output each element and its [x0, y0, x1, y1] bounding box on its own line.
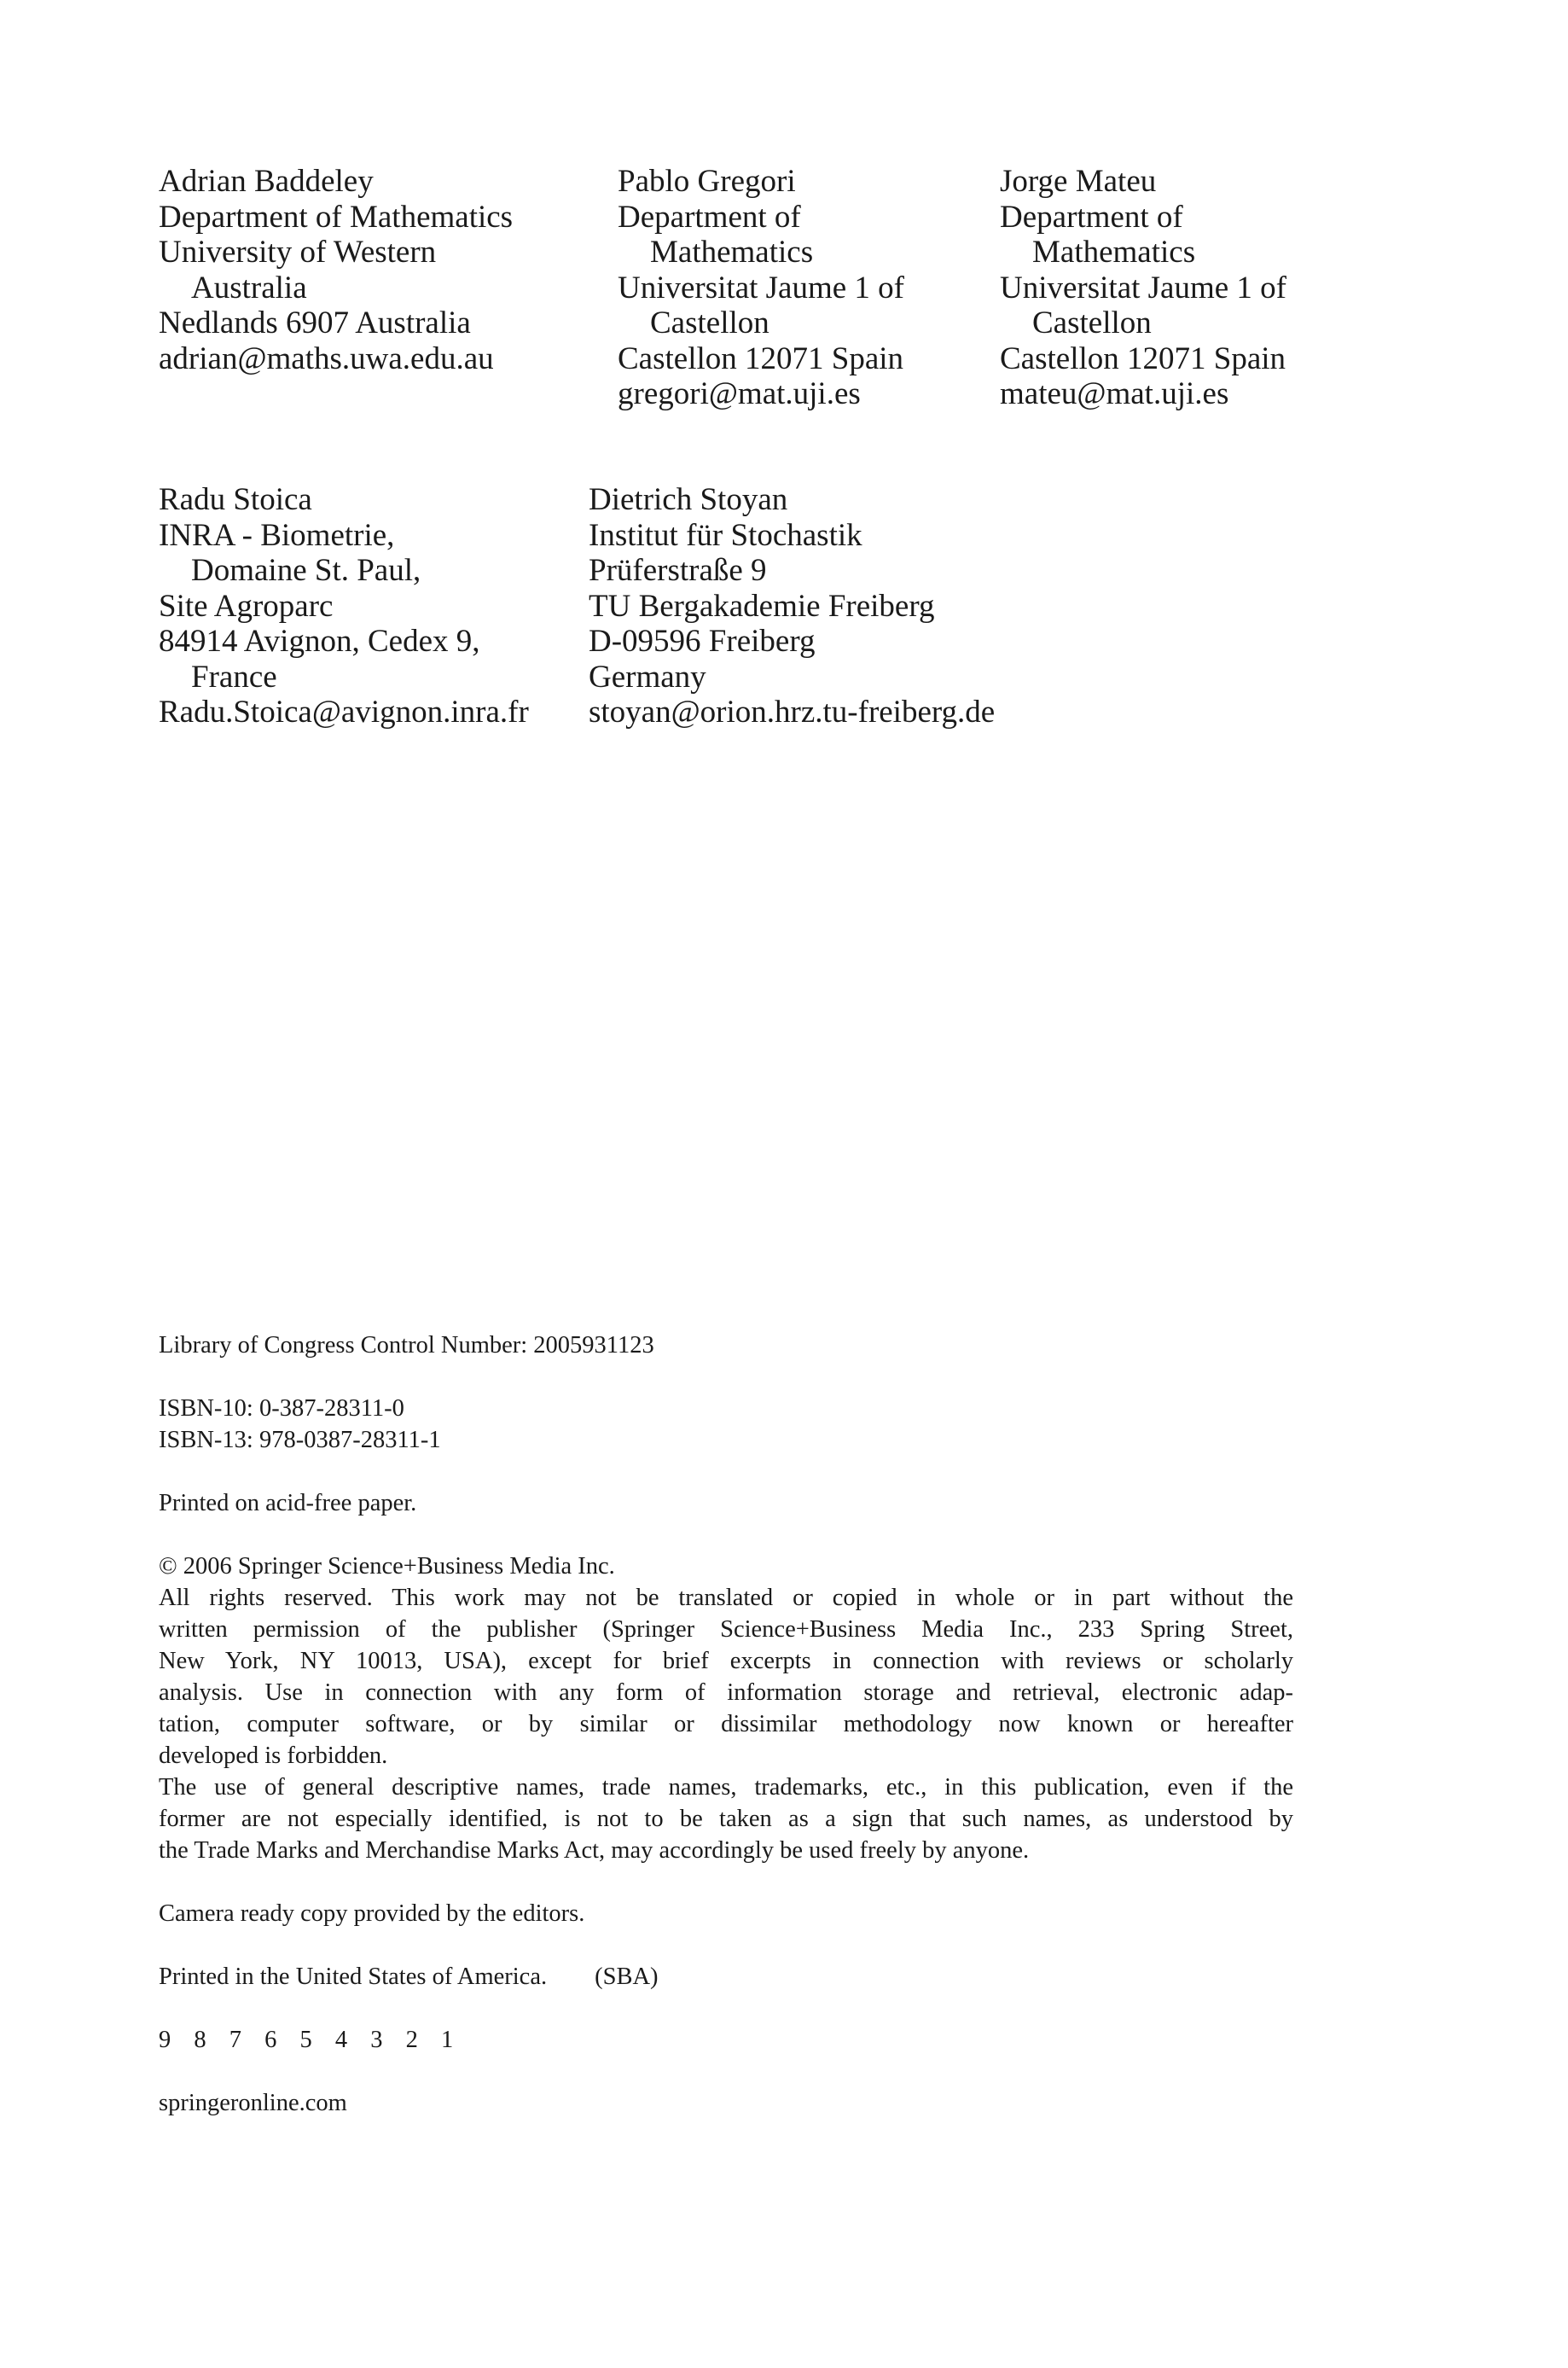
lccn-text: Library of Congress Control Number: 2005931123 — [159, 1332, 654, 1359]
author-institution-cont: Castellon — [1032, 305, 1152, 340]
rights-line: written permission of the publisher (Springer Science+Business Media Inc., 233 Spring Street, — [159, 1616, 1293, 1643]
author-institution-cont: Domaine St. Paul, — [191, 553, 421, 588]
camera-ready-text: Camera ready copy provided by the editors. — [159, 1900, 585, 1927]
author-email: adrian@maths.uwa.edu.au — [159, 340, 494, 376]
author-department: Department of — [1000, 199, 1183, 235]
author-institution: INRA - Biometrie, — [159, 517, 395, 553]
author-address: Castellon 12071 Spain — [1000, 340, 1286, 376]
author-street: Prüferstraße 9 — [589, 553, 767, 588]
author-email: mateu@mat.uji.es — [1000, 376, 1229, 411]
author-baddeley — [159, 164, 513, 376]
rights-line: tation, computer software, or by similar or dissimilar methodology now known or hereafter — [159, 1711, 1293, 1737]
printed-in-text: Printed in the United States of America. — [159, 1964, 548, 1990]
author-department-cont: Mathematics — [650, 235, 814, 270]
author-country: Germany — [589, 659, 706, 695]
rights-line: developed is forbidden. — [159, 1743, 388, 1769]
trademark-line: former are not especially identified, is not to be taken as a sign that such names, as understood by — [159, 1806, 1293, 1832]
author-institution-cont: Castellon — [650, 305, 769, 340]
printer-code: (SBA) — [595, 1964, 659, 1990]
author-institution: University of Western — [159, 235, 437, 270]
rights-line: analysis. Use in connection with any form of information storage and retrieval, electronic adap- — [159, 1679, 1293, 1706]
author-stoyan — [589, 482, 995, 730]
author-address: Castellon 12071 Spain — [618, 340, 904, 376]
acid-free-paper-text: Printed on acid-free paper. — [159, 1490, 417, 1516]
author-address: D-09596 Freiberg — [589, 624, 816, 659]
author-country: France — [191, 659, 277, 695]
author-mateu — [1000, 164, 1286, 412]
author-email: gregori@mat.uji.es — [618, 376, 861, 411]
author-institution: TU Bergakademie Freiberg — [589, 588, 935, 624]
author-stoica — [159, 482, 529, 730]
author-institution-cont: Australia — [191, 270, 307, 305]
author-address: Nedlands 6907 Australia — [159, 305, 471, 340]
author-department: Department of Mathematics — [159, 199, 514, 235]
website-text: springeronline.com — [159, 2090, 347, 2116]
author-name: Pablo Gregori — [618, 164, 796, 199]
isbn10-text: ISBN-10: 0-387-28311-0 — [159, 1395, 404, 1422]
imprint-section — [159, 1329, 1293, 2150]
isbn13-text: ISBN-13: 978-0387-28311-1 — [159, 1427, 441, 1453]
author-address: 84914 Avignon, Cedex 9, — [159, 624, 480, 659]
author-department-cont: Mathematics — [1032, 235, 1196, 270]
printed-in-line — [159, 1961, 1293, 1993]
copyright-notice — [159, 1551, 1293, 1866]
author-name: Radu Stoica — [159, 482, 312, 517]
author-name: Dietrich Stoyan — [589, 482, 788, 517]
print-run-numbers: 9 8 7 6 5 4 3 2 1 — [159, 2027, 462, 2053]
author-email: Radu.Stoica@avignon.inra.fr — [159, 695, 529, 730]
author-name: Adrian Baddeley — [159, 164, 374, 199]
copyright-line: © 2006 Springer Science+Business Media Inc. — [159, 1553, 615, 1580]
rights-line: All rights reserved. This work may not be translated or copied in whole or in part without the — [159, 1585, 1293, 1611]
trademark-line: the Trade Marks and Merchandise Marks Act, may accordingly be used freely by anyone. — [159, 1837, 1030, 1864]
rights-line: New York, NY 10013, USA), except for brief excerpts in connection with reviews or scholarly — [159, 1648, 1293, 1674]
author-site: Site Agroparc — [159, 588, 334, 624]
author-gregori — [618, 164, 904, 412]
trademark-line: The use of general descriptive names, trade names, trademarks, etc., in this publication, even if the — [159, 1774, 1293, 1801]
author-email: stoyan@orion.hrz.tu-freiberg.de — [589, 695, 996, 730]
author-institute: Institut für Stochastik — [589, 517, 862, 553]
author-institution: Universitat Jaume 1 of — [618, 270, 904, 305]
author-department: Department of — [618, 199, 801, 235]
author-name: Jorge Mateu — [1000, 164, 1157, 199]
author-institution: Universitat Jaume 1 of — [1000, 270, 1286, 305]
